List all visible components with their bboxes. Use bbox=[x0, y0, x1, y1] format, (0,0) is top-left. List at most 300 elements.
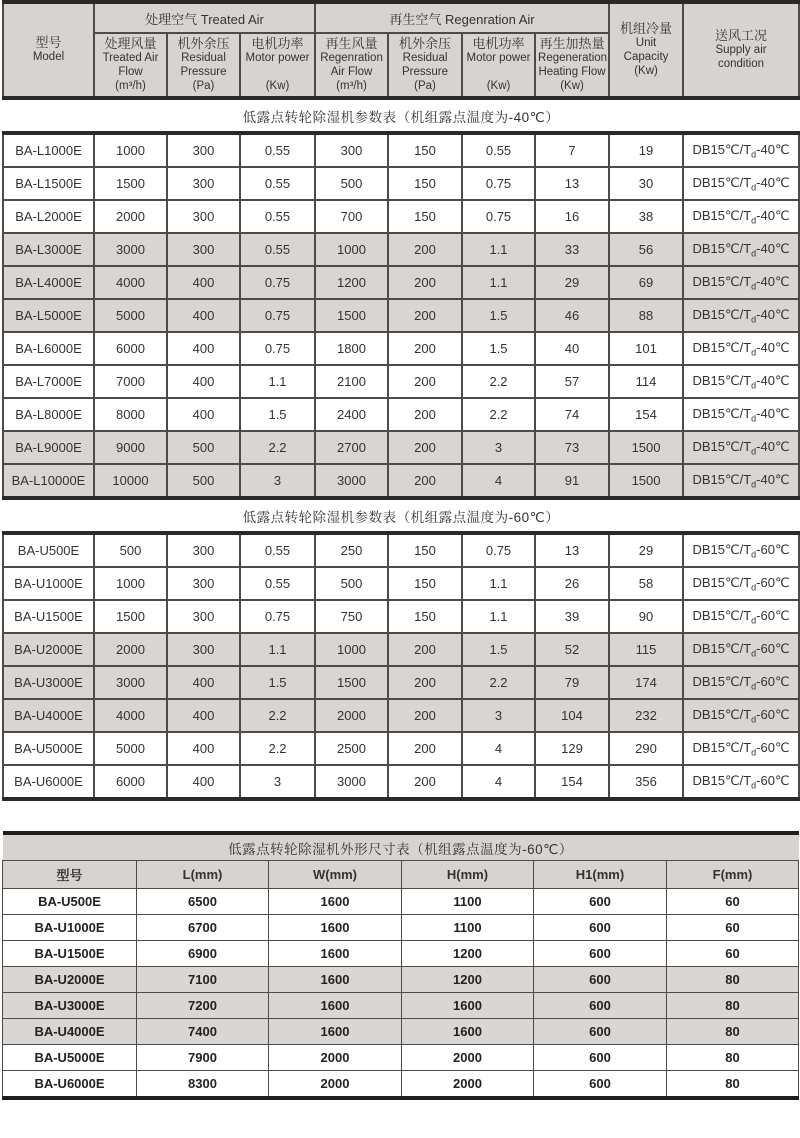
unit-capacity-unit: (Kw) bbox=[634, 64, 658, 77]
cell-value: 400 bbox=[167, 699, 240, 732]
cell-model: BA-U5000E bbox=[3, 1045, 137, 1071]
cell-value: 0.55 bbox=[240, 533, 315, 567]
cell-value: 1000 bbox=[315, 233, 388, 266]
header-line: Motor power bbox=[466, 51, 531, 64]
supply-condition-subscript: d bbox=[751, 681, 757, 692]
cell-value: 200 bbox=[388, 699, 462, 732]
cell-value: 300 bbox=[167, 600, 240, 633]
header-line: (Kw) bbox=[265, 79, 290, 92]
table-row bbox=[3, 915, 799, 941]
supply-condition-subscript: d bbox=[751, 182, 757, 193]
header-line: Residual bbox=[181, 51, 226, 64]
cell-value: 200 bbox=[388, 633, 462, 666]
cell-value: 290 bbox=[609, 732, 683, 765]
dim-header-col-5: F(mm) bbox=[667, 861, 799, 889]
cell-value: 0.55 bbox=[240, 133, 315, 167]
cell-value: 500 bbox=[167, 464, 240, 498]
cell-supply-condition: $DB15℃/T_d-40℃$ bbox=[683, 299, 799, 332]
cell-value: 80 bbox=[667, 993, 799, 1019]
cell-model: BA-L1500E bbox=[3, 167, 94, 200]
header-line: 电机功率 bbox=[251, 36, 304, 52]
cell-value: 29 bbox=[609, 533, 683, 567]
cell-value: 0.55 bbox=[462, 133, 535, 167]
dimension-table-header bbox=[3, 833, 799, 889]
cell-value: 0.55 bbox=[240, 200, 315, 233]
cell-model: BA-U500E bbox=[3, 533, 94, 567]
supply-condition-subscript: d bbox=[751, 413, 757, 424]
cell-supply-condition: $DB15℃/T_d-40℃$ bbox=[683, 431, 799, 464]
cell-value: 150 bbox=[388, 533, 462, 567]
cell-value: 10000 bbox=[94, 464, 167, 498]
cell-value: 2.2 bbox=[240, 431, 315, 464]
supply-condition-subscript: d bbox=[751, 314, 757, 325]
cell-value: 16 bbox=[535, 200, 609, 233]
cell-value: 1.1 bbox=[462, 567, 535, 600]
cell-value: 0.55 bbox=[240, 233, 315, 266]
cell-value: 600 bbox=[534, 967, 667, 993]
regeneration-air-en: Regenration Air bbox=[445, 11, 535, 27]
table-row bbox=[3, 889, 799, 915]
supply-condition-subscript: d bbox=[751, 582, 757, 593]
cell-value: 0.75 bbox=[240, 600, 315, 633]
header-line: (Kw) bbox=[486, 79, 511, 92]
cell-value: 39 bbox=[535, 600, 609, 633]
header-line: Residual bbox=[402, 51, 448, 64]
sub-header-col-1 bbox=[167, 33, 240, 98]
cell-value: 1100 bbox=[402, 915, 534, 941]
cell-supply-condition: $DB15℃/T_d-60℃$ bbox=[683, 633, 799, 666]
cell-value: 1600 bbox=[269, 889, 402, 915]
cell-value: 600 bbox=[534, 1045, 667, 1071]
cell-value: 600 bbox=[534, 889, 667, 915]
cell-value: 129 bbox=[535, 732, 609, 765]
cell-value: 150 bbox=[388, 133, 462, 167]
cell-value: 3000 bbox=[94, 233, 167, 266]
cell-value: 19 bbox=[609, 133, 683, 167]
dim-header-col-2: W(mm) bbox=[269, 861, 402, 889]
supply-condition-subscript: d bbox=[751, 780, 757, 791]
cell-value: 600 bbox=[534, 1071, 667, 1099]
cell-value: 400 bbox=[167, 398, 240, 431]
cell-value: 300 bbox=[315, 133, 388, 167]
cell-value: 3000 bbox=[315, 765, 388, 799]
unit-capacity-zh: 机组冷量 bbox=[620, 21, 673, 37]
supply-air-zh: 送风工况 bbox=[715, 28, 768, 44]
cell-value: 2000 bbox=[269, 1071, 402, 1099]
cell-value: 1100 bbox=[402, 889, 534, 915]
model-label-en: Model bbox=[32, 50, 65, 63]
cell-value: 1600 bbox=[269, 915, 402, 941]
table-row bbox=[3, 600, 799, 633]
cell-model: BA-U2000E bbox=[3, 967, 137, 993]
treated-air-en: Treated Air bbox=[200, 11, 264, 27]
cell-value: 250 bbox=[315, 533, 388, 567]
cell-value: 80 bbox=[667, 1045, 799, 1071]
treated-air-zh: 处理空气 bbox=[145, 11, 198, 27]
cell-value: 200 bbox=[388, 233, 462, 266]
cell-value: 154 bbox=[535, 765, 609, 799]
cell-value: 1.1 bbox=[240, 633, 315, 666]
cell-value: 2000 bbox=[315, 699, 388, 732]
cell-model: BA-U1500E bbox=[3, 941, 137, 967]
cell-value: 1000 bbox=[94, 567, 167, 600]
table-row bbox=[3, 233, 799, 266]
cell-model: BA-U1000E bbox=[3, 915, 137, 941]
cell-value: 1.5 bbox=[240, 666, 315, 699]
cell-value: 3000 bbox=[315, 464, 388, 498]
cell-supply-condition: $DB15℃/T_d-60℃$ bbox=[683, 533, 799, 567]
dehumidifier-spec-table bbox=[2, 0, 800, 801]
cell-value: 60 bbox=[667, 889, 799, 915]
spec-table-body bbox=[3, 98, 799, 799]
cell-supply-condition: $DB15℃/T_d-40℃$ bbox=[683, 464, 799, 498]
unit-capacity-en1: Unit bbox=[635, 36, 657, 49]
cell-value: 300 bbox=[167, 633, 240, 666]
cell-value: 500 bbox=[315, 567, 388, 600]
sub-header-col-2 bbox=[240, 33, 315, 98]
cell-value: 57 bbox=[535, 365, 609, 398]
model-label-zh: 型号 bbox=[35, 35, 62, 51]
table-row bbox=[3, 967, 799, 993]
cell-value: 400 bbox=[167, 666, 240, 699]
cell-value: 1.5 bbox=[462, 633, 535, 666]
cell-value: 1.1 bbox=[462, 266, 535, 299]
sub-header-col-3 bbox=[315, 33, 388, 98]
cell-value: 1600 bbox=[269, 941, 402, 967]
cell-value: 1600 bbox=[402, 993, 534, 1019]
header-line: (m³/h) bbox=[115, 79, 146, 92]
supply-condition-subscript: d bbox=[751, 648, 757, 659]
table-row bbox=[3, 666, 799, 699]
cell-value: 400 bbox=[167, 332, 240, 365]
section-gap bbox=[0, 801, 800, 831]
cell-value: 2.2 bbox=[462, 666, 535, 699]
cell-value: 1500 bbox=[609, 431, 683, 464]
cell-value: 300 bbox=[167, 533, 240, 567]
cell-value: 200 bbox=[388, 299, 462, 332]
header-line: 机外余压 bbox=[399, 36, 452, 52]
cell-value: 400 bbox=[167, 365, 240, 398]
table-row bbox=[3, 1019, 799, 1045]
cell-value: 1600 bbox=[402, 1019, 534, 1045]
cell-value: 700 bbox=[315, 200, 388, 233]
cell-value: 74 bbox=[535, 398, 609, 431]
cell-value: 6900 bbox=[137, 941, 269, 967]
table-row bbox=[3, 398, 799, 431]
cell-value: 58 bbox=[609, 567, 683, 600]
cell-value: 104 bbox=[535, 699, 609, 732]
cell-model: BA-U6000E bbox=[3, 765, 94, 799]
cell-value: 154 bbox=[609, 398, 683, 431]
table-row bbox=[3, 200, 799, 233]
supply-condition-subscript: d bbox=[751, 380, 757, 391]
spec-table-header bbox=[3, 2, 799, 98]
table-row bbox=[3, 941, 799, 967]
cell-value: 200 bbox=[388, 732, 462, 765]
table-row bbox=[3, 133, 799, 167]
cell-value: 6700 bbox=[137, 915, 269, 941]
cell-value: 7200 bbox=[137, 993, 269, 1019]
section-title-row-0 bbox=[3, 98, 799, 133]
dimension-table-title: 低露点转轮除湿机外形尺寸表（机组露点温度为-60℃） bbox=[3, 833, 799, 861]
cell-value: 88 bbox=[609, 299, 683, 332]
cell-value: 4 bbox=[462, 732, 535, 765]
cell-supply-condition: $DB15℃/T_d-60℃$ bbox=[683, 699, 799, 732]
cell-value: 2.2 bbox=[462, 365, 535, 398]
header-line: Heating Flow bbox=[538, 65, 606, 78]
cell-value: 80 bbox=[667, 1019, 799, 1045]
cell-value: 2.2 bbox=[240, 699, 315, 732]
cell-value: 1000 bbox=[94, 133, 167, 167]
cell-value: 5000 bbox=[94, 299, 167, 332]
cell-value: 300 bbox=[167, 133, 240, 167]
supply-condition-subscript: d bbox=[751, 446, 757, 457]
cell-supply-condition: $DB15℃/T_d-40℃$ bbox=[683, 266, 799, 299]
cell-value: 1000 bbox=[315, 633, 388, 666]
header-line bbox=[465, 66, 532, 80]
cell-value: 4 bbox=[462, 464, 535, 498]
cell-value: 600 bbox=[534, 941, 667, 967]
cell-value: 200 bbox=[388, 332, 462, 365]
cell-supply-condition: $DB15℃/T_d-60℃$ bbox=[683, 600, 799, 633]
cell-value: 600 bbox=[534, 1019, 667, 1045]
cell-value: 400 bbox=[167, 299, 240, 332]
cell-model: BA-U3000E bbox=[3, 666, 94, 699]
cell-supply-condition: $DB15℃/T_d-40℃$ bbox=[683, 332, 799, 365]
supply-air-column-header bbox=[683, 2, 799, 98]
table-row bbox=[3, 765, 799, 799]
cell-value: 2000 bbox=[94, 200, 167, 233]
cell-value: 150 bbox=[388, 600, 462, 633]
header-line: (Pa) bbox=[192, 79, 215, 92]
cell-value: 300 bbox=[167, 567, 240, 600]
cell-model: BA-U1500E bbox=[3, 600, 94, 633]
header-line: Pressure bbox=[180, 65, 227, 78]
dim-header-col-1: L(mm) bbox=[137, 861, 269, 889]
cell-value: 150 bbox=[388, 200, 462, 233]
treated-air-group-header bbox=[94, 2, 315, 33]
header-line: 再生风量 bbox=[325, 36, 378, 52]
header-line: (Pa) bbox=[414, 79, 436, 92]
cell-model: BA-L9000E bbox=[3, 431, 94, 464]
cell-value: 5000 bbox=[94, 732, 167, 765]
supply-condition-subscript: d bbox=[751, 615, 757, 626]
dim-header-col-4: H1(mm) bbox=[534, 861, 667, 889]
cell-value: 2100 bbox=[315, 365, 388, 398]
cell-value: 150 bbox=[388, 167, 462, 200]
supply-air-en1: Supply air bbox=[715, 43, 767, 56]
cell-value: 7100 bbox=[137, 967, 269, 993]
header-line: Flow bbox=[118, 65, 143, 78]
cell-model: BA-U4000E bbox=[3, 1019, 137, 1045]
cell-value: 26 bbox=[535, 567, 609, 600]
cell-supply-condition: $DB15℃/T_d-40℃$ bbox=[683, 167, 799, 200]
cell-value: 0.75 bbox=[462, 200, 535, 233]
cell-model: BA-U3000E bbox=[3, 993, 137, 1019]
cell-value: 300 bbox=[167, 200, 240, 233]
table-row bbox=[3, 464, 799, 498]
cell-value: 1200 bbox=[315, 266, 388, 299]
cell-value: 1.5 bbox=[240, 398, 315, 431]
cell-value: 80 bbox=[667, 1071, 799, 1099]
cell-value: 174 bbox=[609, 666, 683, 699]
header-line: Air Flow bbox=[330, 65, 373, 78]
cell-value: 91 bbox=[535, 464, 609, 498]
cell-value: 0.75 bbox=[240, 332, 315, 365]
cell-value: 232 bbox=[609, 699, 683, 732]
cell-value: 356 bbox=[609, 765, 683, 799]
cell-value: 6500 bbox=[137, 889, 269, 915]
cell-value: 500 bbox=[315, 167, 388, 200]
cell-value: 600 bbox=[534, 915, 667, 941]
cell-value: 200 bbox=[388, 765, 462, 799]
cell-value: 300 bbox=[167, 233, 240, 266]
header-line: (Kw) bbox=[560, 79, 584, 92]
table-row bbox=[3, 732, 799, 765]
cell-value: 1.1 bbox=[240, 365, 315, 398]
supply-condition-subscript: d bbox=[751, 714, 757, 725]
header-line: 机外余压 bbox=[177, 36, 230, 52]
cell-value: 2.2 bbox=[462, 398, 535, 431]
cell-value: 2700 bbox=[315, 431, 388, 464]
cell-value: 200 bbox=[388, 398, 462, 431]
cell-supply-condition: $DB15℃/T_d-40℃$ bbox=[683, 133, 799, 167]
table-row bbox=[3, 533, 799, 567]
cell-value: 1.5 bbox=[462, 332, 535, 365]
cell-value: 150 bbox=[388, 567, 462, 600]
cell-value: 3 bbox=[462, 699, 535, 732]
cell-value: 60 bbox=[667, 915, 799, 941]
cell-value: 29 bbox=[535, 266, 609, 299]
cell-value: 80 bbox=[667, 967, 799, 993]
cell-value: 2000 bbox=[94, 633, 167, 666]
table-row bbox=[3, 699, 799, 732]
model-column-header bbox=[3, 2, 94, 98]
cell-value: 2400 bbox=[315, 398, 388, 431]
cell-value: 2000 bbox=[402, 1045, 534, 1071]
cell-model: BA-U500E bbox=[3, 889, 137, 915]
cell-value: 0.55 bbox=[240, 567, 315, 600]
cell-value: 200 bbox=[388, 666, 462, 699]
cell-model: BA-L10000E bbox=[3, 464, 94, 498]
cell-model: BA-L3000E bbox=[3, 233, 94, 266]
cell-value: 0.75 bbox=[462, 167, 535, 200]
cell-value: 38 bbox=[609, 200, 683, 233]
cell-value: 400 bbox=[167, 765, 240, 799]
cell-value: 1200 bbox=[402, 967, 534, 993]
section-title: 低露点转轮除湿机参数表（机组露点温度为-40℃） bbox=[3, 98, 799, 133]
cell-value: 2.2 bbox=[240, 732, 315, 765]
cell-value: 101 bbox=[609, 332, 683, 365]
cell-value: 115 bbox=[609, 633, 683, 666]
cell-value: 2500 bbox=[315, 732, 388, 765]
dimension-header-row bbox=[3, 861, 799, 889]
cell-value: 1200 bbox=[402, 941, 534, 967]
cell-value: 8300 bbox=[137, 1071, 269, 1099]
supply-condition-subscript: d bbox=[751, 479, 757, 490]
cell-value: 9000 bbox=[94, 431, 167, 464]
table-row bbox=[3, 1071, 799, 1099]
cell-model: BA-L1000E bbox=[3, 133, 94, 167]
table-row bbox=[3, 431, 799, 464]
cell-supply-condition: $DB15℃/T_d-60℃$ bbox=[683, 765, 799, 799]
cell-value: 1.5 bbox=[462, 299, 535, 332]
cell-value: 69 bbox=[609, 266, 683, 299]
cell-model: BA-U6000E bbox=[3, 1071, 137, 1099]
cell-value: 1500 bbox=[315, 666, 388, 699]
cell-supply-condition: $DB15℃/T_d-40℃$ bbox=[683, 365, 799, 398]
cell-value: 0.55 bbox=[240, 167, 315, 200]
supply-condition-subscript: d bbox=[751, 248, 757, 259]
cell-value: 0.75 bbox=[240, 299, 315, 332]
cell-value: 7 bbox=[535, 133, 609, 167]
cell-value: 73 bbox=[535, 431, 609, 464]
supply-condition-subscript: d bbox=[751, 215, 757, 226]
cell-value: 40 bbox=[535, 332, 609, 365]
cell-supply-condition: $DB15℃/T_d-40℃$ bbox=[683, 233, 799, 266]
cell-value: 3 bbox=[240, 464, 315, 498]
cell-supply-condition: $DB15℃/T_d-60℃$ bbox=[683, 567, 799, 600]
unit-capacity-en2: Capacity bbox=[623, 50, 669, 63]
unit-capacity-column-header bbox=[609, 2, 683, 98]
table-row bbox=[3, 567, 799, 600]
cell-supply-condition: $DB15℃/T_d-40℃$ bbox=[683, 398, 799, 431]
cell-value: 114 bbox=[609, 365, 683, 398]
header-line: Regenration bbox=[320, 51, 383, 64]
header-line: 处理风量 bbox=[104, 36, 157, 52]
cell-value: 3 bbox=[462, 431, 535, 464]
sub-header-col-4 bbox=[388, 33, 462, 98]
cell-value: 30 bbox=[609, 167, 683, 200]
cell-value: 4 bbox=[462, 765, 535, 799]
cell-model: BA-U5000E bbox=[3, 732, 94, 765]
cell-value: 1500 bbox=[94, 600, 167, 633]
cell-value: 1500 bbox=[94, 167, 167, 200]
cell-value: 13 bbox=[535, 533, 609, 567]
cell-value: 1600 bbox=[269, 967, 402, 993]
cell-model: BA-U2000E bbox=[3, 633, 94, 666]
header-line bbox=[243, 66, 312, 80]
cell-model: BA-L8000E bbox=[3, 398, 94, 431]
cell-value: 7900 bbox=[137, 1045, 269, 1071]
cell-model: BA-U4000E bbox=[3, 699, 94, 732]
section-title: 低露点转轮除湿机参数表（机组露点温度为-60℃） bbox=[3, 498, 799, 533]
table-row bbox=[3, 266, 799, 299]
cell-value: 1.1 bbox=[462, 233, 535, 266]
cell-value: 60 bbox=[667, 941, 799, 967]
cell-value: 8000 bbox=[94, 398, 167, 431]
cell-model: BA-L6000E bbox=[3, 332, 94, 365]
table-row bbox=[3, 167, 799, 200]
header-line: Pressure bbox=[402, 65, 449, 78]
supply-condition-subscript: d bbox=[751, 549, 757, 560]
cell-value: 6000 bbox=[94, 765, 167, 799]
cell-model: BA-U1000E bbox=[3, 567, 94, 600]
cell-model: BA-L7000E bbox=[3, 365, 94, 398]
cell-value: 500 bbox=[94, 533, 167, 567]
dimension-table bbox=[2, 831, 799, 1100]
cell-value: 13 bbox=[535, 167, 609, 200]
supply-condition-subscript: d bbox=[751, 149, 757, 160]
table-row bbox=[3, 365, 799, 398]
table-row bbox=[3, 1045, 799, 1071]
cell-supply-condition: $DB15℃/T_d-60℃$ bbox=[683, 732, 799, 765]
sub-header-col-0 bbox=[94, 33, 167, 98]
cell-value: 200 bbox=[388, 431, 462, 464]
supply-condition-subscript: d bbox=[751, 347, 757, 358]
cell-value: 1.1 bbox=[462, 600, 535, 633]
table-row bbox=[3, 993, 799, 1019]
